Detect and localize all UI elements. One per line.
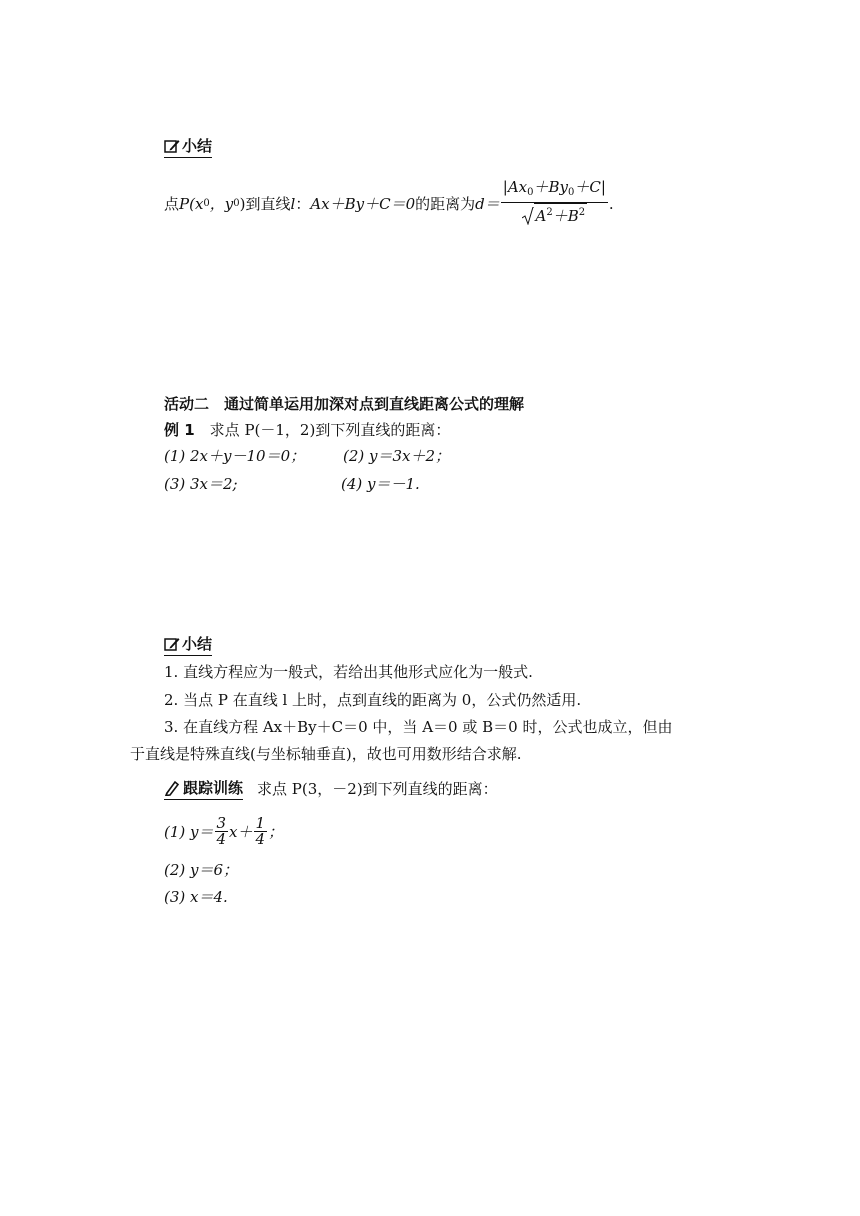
practice-item-2: (2) y＝6；	[164, 861, 239, 879]
example-item-3: (3) 3x＝2;	[164, 475, 238, 493]
fraction-three-quarters: $\frac{3}{4}$	[216, 814, 227, 848]
sqrt-denominator: $A^2+B^2$	[520, 203, 590, 229]
practice-heading: 跟踪训练 求点 P(3，－2)到下列直线的距离：	[164, 778, 498, 800]
summary-point-3: 3. 在直线方程 Ax＋By＋C＝0 中，当 A＝0 或 B＝0 时，公式也成立，但由	[164, 718, 673, 736]
practice-item-3: (3) x＝4.	[164, 888, 228, 906]
summary-point-3-cont: 于直线是特殊直线(与坐标轴垂直)，故也可用数形结合求解.	[130, 745, 522, 763]
pencil-note-icon	[164, 139, 180, 153]
example-1-prompt: 例 1 求点 P(－1，2)到下列直线的距离：	[164, 421, 451, 439]
activity-title: 活动二 通过简单运用加深对点到直线距离公式的理解	[164, 395, 525, 413]
summary-point-1: 1. 直线方程应为一般式，若给出其他形式应化为一般式.	[164, 663, 533, 681]
summary-point-2: 2. 当点 P 在直线 l 上时，点到直线的距离为 0，公式仍然适用.	[164, 691, 582, 709]
pencil-note-icon	[164, 637, 180, 651]
example-item-4: (4) y＝－1.	[341, 475, 420, 493]
distance-fraction: $\frac{|Ax_0+By_0+C|}{A^2+B^2}$	[501, 178, 608, 229]
sqrt-symbol	[522, 207, 534, 225]
summary-tag-1: 小结	[164, 136, 212, 158]
summary-tag-2: 小结	[164, 634, 212, 656]
pencil-icon	[164, 780, 180, 796]
example-item-1: (1) 2x＋y－10＝0；	[164, 447, 306, 465]
example-item-2: (2) y＝3x＋2；	[343, 447, 451, 465]
distance-formula-line: 点 P (x 0 ，y 0 )到直线 l ： Ax＋By＋C＝0 的距离为 d＝ $\frac{|Ax_0+By_0+C|}{A^2+B^2}$ .	[164, 178, 614, 229]
practice-item-1: (1) y＝ $\frac{3}{4}$ x＋ $\frac{1}{4}$ ；	[164, 814, 284, 848]
fraction-one-quarter: $\frac{1}{4}$	[255, 814, 266, 848]
